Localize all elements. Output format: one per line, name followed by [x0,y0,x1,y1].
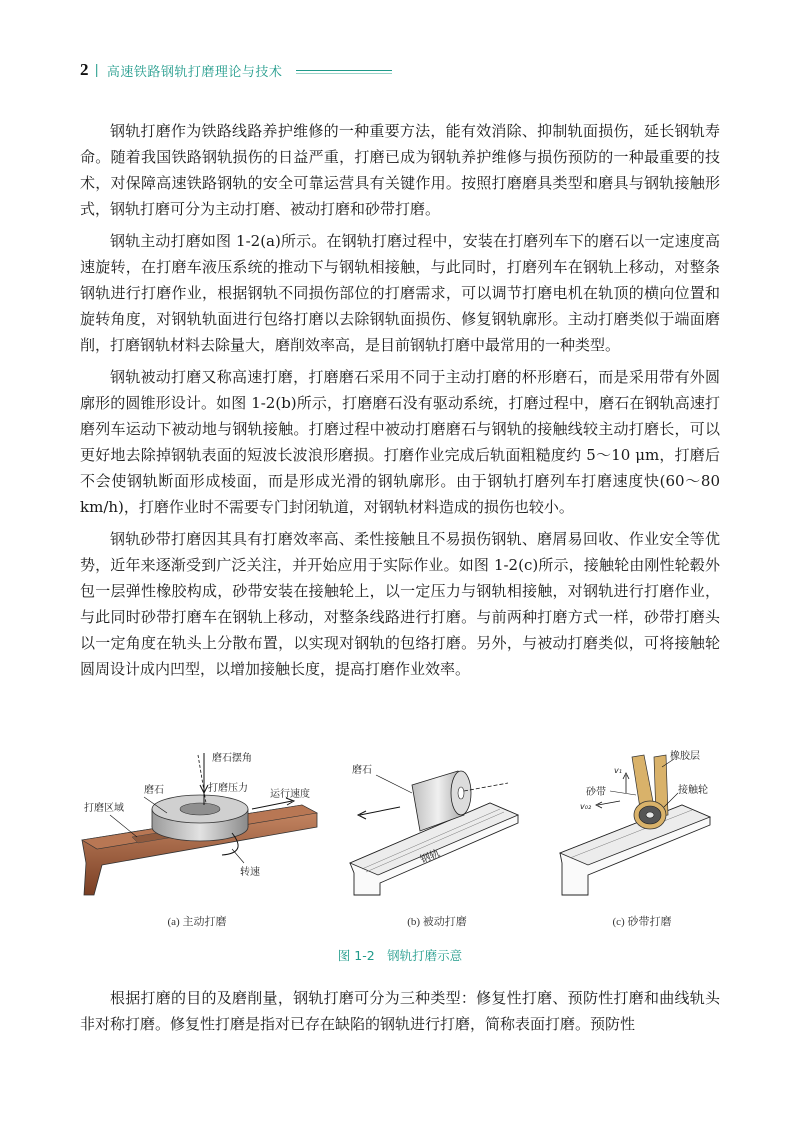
label-stone: 磨石 [352,765,372,776]
active-grinding-illustration [72,745,322,905]
paragraph: 钢轨砂带打磨因其具有打磨效率高、柔性接触且不易损伤钢轨、磨屑易回收、作业安全等优势，近年来逐渐受到广泛关注，并开始应用于实际作业。如图 1-2(c)所示，接触轮由刚性轮毂外包一层弹性橡胶构成，砂带安装在接触轮上，以一定压力与钢轨相接触，对钢轨进行打磨作业，与此同时砂带打磨车在钢轨上移动，对整条线路进行打磨。与前两种打磨方式一样，砂带打磨头以一定角度在轨头上分散布置，以实现对钢轨的包络打磨。另外，与被动打磨类似，可将接触轮圆周设计成内凹型，以增加接触长度，提高打磨作业效率。 [80,530,720,678]
label-rail: 钢轨 [419,848,442,866]
tail-text [80,985,720,1037]
label-stone: 磨石 [144,785,164,796]
panel-a-caption: (a) 主动打磨 [167,916,227,928]
label-speed: 运行速度 [270,789,310,800]
body-text [80,118,720,682]
label-belt: 砂带 [586,787,606,798]
label-pressure: 打磨压力 [208,783,248,794]
label-swing-angle: 磨石摆角 [212,753,252,764]
belt-grinding-illustration [550,745,728,905]
paragraph: 钢轨被动打磨又称高速打磨，打磨磨石采用不同于主动打磨的杯形磨石，而是采用带有外圆廓形的圆锥形设计。如图 1-2(b)所示，打磨磨石没有驱动系统，打磨过程中，磨石在钢轨高速打磨列车运动下被动地与钢轨接触。打磨过程中被动打磨磨石与钢轨的接触线较主动打磨长，可以更好地去除掉钢轨表面的短波长波浪形磨损。打磨作业完成后轨面粗糙度约 5～10 μm，打磨后不会使钢轨断面形成棱面，而是形成光滑的钢轨廓形。由于钢轨打磨列车打磨速度快(60～80 km/h)，打磨作业时不需要专门封闭轨道，对钢轨材料造成的损伤也较小。 [80,368,720,516]
figure-caption: 图 1-2 钢轨打磨示意 [337,948,463,963]
paragraph: 钢轨打磨作为铁路线路养护维修的一种重要方法，能有效消除、抑制轨面损伤，延长钢轨寿命。随着我国铁路钢轨损伤的日益严重，打磨已成为钢轨养护维修与损伤预防的一种最重要的技术，对保障高速铁路钢轨的安全可靠运营具有关键作用。按照打磨磨具类型和磨具与钢轨接触形式，钢轨打磨可分为主动打磨、被动打磨和砂带打磨。 [80,122,720,218]
label-v2: v₀₂ [580,802,592,811]
label-rubber: 橡胶层 [670,751,700,762]
panel-b-caption: (b) 被动打磨 [407,916,467,928]
running-header [80,60,392,80]
passive-grinding-illustration [340,745,530,905]
label-rotation: 转速 [240,867,260,878]
figure-1-2 [72,745,728,930]
panel-c-caption: (c) 砂带打磨 [612,916,672,928]
header-rule [296,70,392,71]
label-wheel: 接触轮 [678,785,708,796]
label-v1: v₁ [614,766,622,775]
header-separator: | [94,62,99,78]
label-area: 打磨区域 [84,803,124,814]
panel-a-active-grinding [72,745,322,905]
paragraph: 根据打磨的目的及磨削量，钢轨打磨可分为三种类型：修复性打磨、预防性打磨和曲线轨头非对称打磨。修复性打磨是指对已存在缺陷的钢轨进行打磨，简称表面打磨。预防性 [80,989,720,1033]
page-number: 2 [80,60,89,79]
panel-c-belt-grinding [550,745,728,905]
book-title: 高速铁路钢轨打磨理论与技术 [106,64,283,80]
panel-b-passive-grinding [340,745,530,905]
paragraph: 钢轨主动打磨如图 1-2(a)所示。在钢轨打磨过程中，安装在打磨列车下的磨石以一定速度高速旋转，在打磨车液压系统的推动下与钢轨相接触，与此同时，打磨列车在钢轨上移动，对整条钢轨进行打磨作业，根据钢轨不同损伤部位的打磨需求，可以调节打磨电机在轨顶的横向位置和旋转角度，对钢轨轨面进行包络打磨以去除钢轨面损伤、修复钢轨廓形。主动打磨类似于端面磨削，打磨钢轨材料去除量大，磨削效率高，是目前钢轨打磨中最常用的一种类型。 [80,232,720,354]
